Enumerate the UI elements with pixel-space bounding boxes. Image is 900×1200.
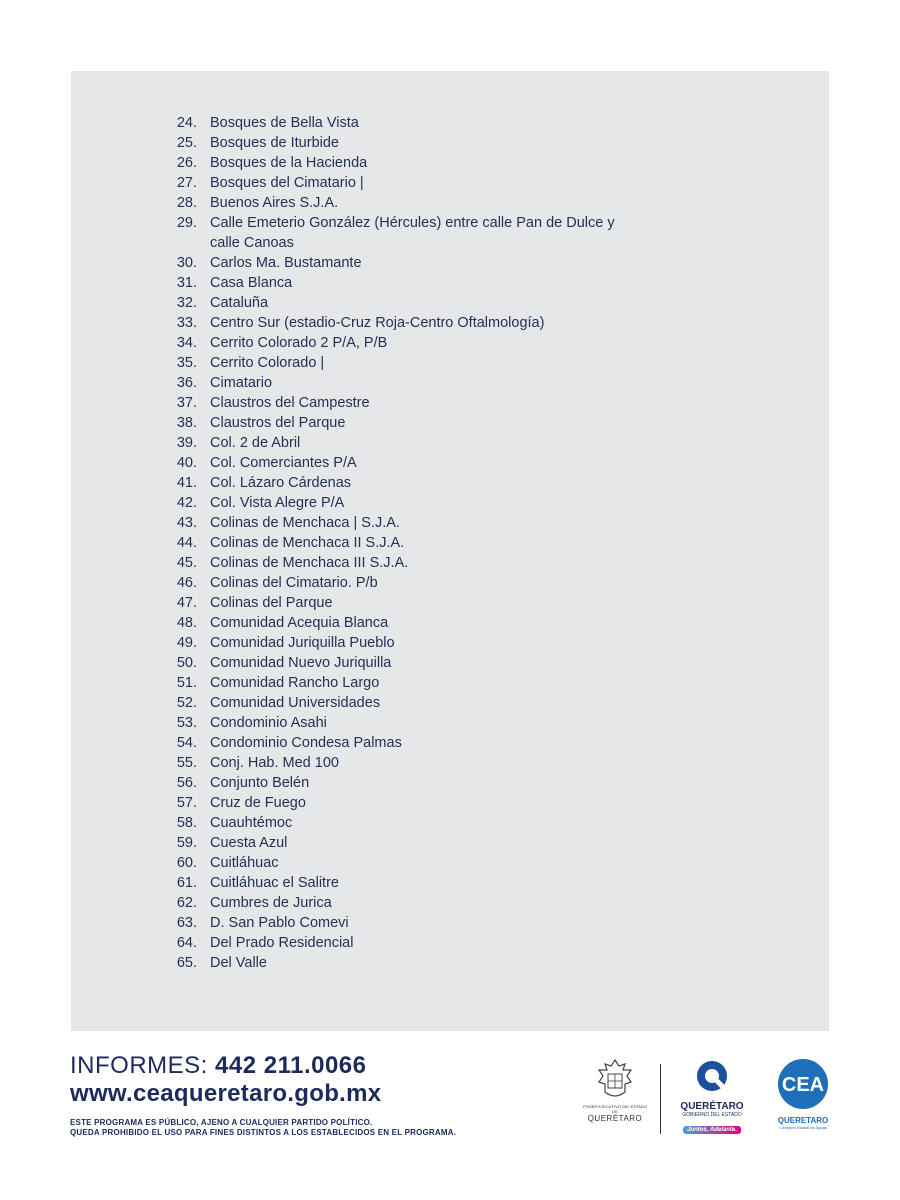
list-item [150, 193, 640, 213]
list-item [150, 353, 640, 373]
seal-small-text: PODER EJECUTIVO DEL ESTADO DE [583, 1104, 647, 1114]
queretaro-government-logo [672, 1058, 752, 1136]
list-item-name: Del Prado Residencial [210, 935, 354, 951]
list-item-number: 31. [176, 275, 197, 291]
list-item-number: 38. [176, 415, 197, 431]
list-item [150, 213, 640, 253]
qro-tagline: Juntos, Adelante. [683, 1126, 741, 1134]
list-item-name: Cuitláhuac [210, 855, 279, 871]
list-item [150, 773, 640, 793]
list-item [150, 813, 640, 833]
disclaimer-line-1: ESTE PROGRAMA ES PÚBLICO, AJENO A CUALQUIER PARTIDO POLÍTICO. [70, 1118, 373, 1127]
list-item-name: D. San Pablo Comevi [210, 915, 349, 931]
list-item-number: 43. [176, 515, 197, 531]
list-item-name: Del Valle [210, 955, 267, 971]
list-item-number: 32. [176, 295, 197, 311]
list-item-number: 24. [176, 115, 197, 131]
list-item [150, 393, 640, 413]
list-item [150, 693, 640, 713]
list-item-number: 28. [176, 195, 197, 211]
list-item-name: Cruz de Fuego [210, 795, 306, 811]
list-item-name: Comunidad Universidades [210, 695, 381, 711]
list-item-name: Comunidad Rancho Largo [210, 675, 380, 691]
list-item [150, 853, 640, 873]
list-item-name: Bosques de Iturbide [210, 135, 339, 151]
list-item-number: 44. [176, 535, 197, 551]
list-item [150, 633, 640, 653]
list-item-number: 29. [176, 215, 197, 231]
list-item [150, 293, 640, 313]
list-item-name: Buenos Aires S.J.A. [210, 195, 339, 211]
list-item-name: Col. Comerciantes P/A [210, 455, 357, 471]
list-item-number: 50. [176, 655, 197, 671]
list-item-number: 63. [176, 915, 197, 931]
list-item [150, 613, 640, 633]
list-item-number: 58. [176, 815, 197, 831]
list-item-name: Colinas de Menchaca II S.J.A. [210, 535, 405, 551]
list-item-name: Casa Blanca [210, 275, 293, 291]
list-item [150, 833, 640, 853]
list-item [150, 753, 640, 773]
list-item [150, 593, 640, 613]
list-item-name: Col. Vista Alegre P/A [210, 495, 345, 511]
list-item-number: 30. [176, 255, 197, 271]
list-item [150, 333, 640, 353]
list-item-name: Col. Lázaro Cárdenas [210, 475, 352, 491]
disclaimer-line-2: QUEDA PROHIBIDO EL USO PARA FINES DISTINTOS A LOS ESTABLECIDOS EN EL PROGRAMA. [70, 1128, 457, 1137]
cea-logo [772, 1058, 834, 1130]
list-item-number: 57. [176, 795, 197, 811]
list-item-number: 49. [176, 635, 197, 651]
list-item-name: Claustros del Parque [210, 415, 346, 431]
list-item [150, 793, 640, 813]
list-item-number: 65. [176, 955, 197, 971]
list-item-name: Colinas del Parque [210, 595, 333, 611]
list-item-number: 64. [176, 935, 197, 951]
list-item-number: 54. [176, 735, 197, 751]
list-item-number: 40. [176, 455, 197, 471]
list-item-number: 46. [176, 575, 197, 591]
cea-subtitle: Comisión Estatal de Aguas [779, 1125, 827, 1130]
phone-number: 442 211.0066 [215, 1052, 367, 1079]
list-item-name: Comunidad Acequia Blanca [210, 615, 389, 631]
list-item-name: Colinas de Menchaca | S.J.A. [210, 515, 400, 531]
list-item-name: Colinas del Cimatario. P/b [210, 575, 378, 591]
logo-divider [660, 1064, 661, 1134]
list-item [150, 913, 640, 933]
list-item-name: Conj. Hab. Med 100 [210, 755, 339, 771]
list-item [150, 513, 640, 533]
list-item [150, 733, 640, 753]
list-item [150, 173, 640, 193]
list-item-number: 55. [176, 755, 197, 771]
list-item-name: Cuauhtémoc [210, 815, 293, 831]
list-item-number: 34. [176, 335, 197, 351]
list-item-number: 25. [176, 135, 197, 151]
list-item-name: Bosques del Cimatario | [210, 175, 364, 191]
list-item [150, 673, 640, 693]
list-item-number: 42. [176, 495, 197, 511]
list-item-name: Conjunto Belén [210, 775, 310, 791]
qro-subtitle: GOBIERNO DEL ESTADO [682, 1112, 742, 1118]
list-item-number: 33. [176, 315, 197, 331]
disclaimer [70, 1118, 456, 1138]
list-item-number: 41. [176, 475, 197, 491]
list-item-number: 47. [176, 595, 197, 611]
list-item-name: Condominio Asahi [210, 715, 327, 731]
list-item-name: Colinas de Menchaca III S.J.A. [210, 555, 409, 571]
list-item-number: 61. [176, 875, 197, 891]
list-item-number: 27. [176, 175, 197, 191]
list-item [150, 473, 640, 493]
list-item-number: 36. [176, 375, 197, 391]
list-item [150, 933, 640, 953]
informes-line [70, 1052, 456, 1080]
list-item [150, 713, 640, 733]
footer-contact [70, 1052, 456, 1138]
logo-strip [580, 1058, 840, 1138]
list-item [150, 553, 640, 573]
queretaro-q-icon [692, 1058, 732, 1094]
list-item [150, 873, 640, 893]
qro-title: QUERÉTARO [680, 1101, 744, 1112]
list-item [150, 413, 640, 433]
list-item-number: 56. [176, 775, 197, 791]
list-item-number: 51. [176, 675, 197, 691]
list-item-number: 62. [176, 895, 197, 911]
list-item-name: Cumbres de Jurica [210, 895, 332, 911]
list-item [150, 433, 640, 453]
list-item [150, 653, 640, 673]
list-item [150, 453, 640, 473]
list-item-name: Centro Sur (estadio-Cruz Roja-Centro Oftalmología) [210, 315, 545, 331]
list-item-number: 59. [176, 835, 197, 851]
list-item [150, 493, 640, 513]
list-item-name: Cerrito Colorado | [210, 355, 325, 371]
coat-of-arms-icon [593, 1058, 637, 1102]
list-item-name: Condominio Condesa Palmas [210, 735, 402, 751]
list-item-number: 39. [176, 435, 197, 451]
list-item-number: 60. [176, 855, 197, 871]
informes-label: INFORMES: [70, 1052, 208, 1079]
list-item-name: Cerrito Colorado 2 P/A, P/B [210, 335, 388, 351]
list-item-name: Col. 2 de Abril [210, 435, 301, 451]
list-item-number: 48. [176, 615, 197, 631]
list-item-name: Carlos Ma. Bustamante [210, 255, 362, 271]
state-seal-logo [580, 1058, 650, 1123]
list-item-name: Bosques de la Hacienda [210, 155, 368, 171]
list-item-number: 53. [176, 715, 197, 731]
seal-big-text: QUERÉTARO [587, 1114, 643, 1123]
list-item-name: Cataluña [210, 295, 269, 311]
list-item-name: Bosques de Bella Vista [210, 115, 359, 131]
neighborhood-list [150, 113, 640, 973]
list-item-name: Calle Emeterio González (Hércules) entre calle Pan de Dulce y calle Canoas [210, 215, 615, 251]
list-item-number: 45. [176, 555, 197, 571]
list-item [150, 113, 640, 133]
website-url: www.ceaqueretaro.gob.mx [70, 1080, 382, 1107]
list-item-number: 26. [176, 155, 197, 171]
cea-drop-icon [777, 1058, 829, 1110]
cea-title: QUERETARO [777, 1116, 829, 1125]
list-item-number: 37. [176, 395, 197, 411]
list-item-name: Cuitláhuac el Salitre [210, 875, 339, 891]
list-item [150, 313, 640, 333]
cea-mark-text: CEA [781, 1074, 825, 1096]
list-item-number: 35. [176, 355, 197, 371]
list-item-name: Comunidad Nuevo Juriquilla [210, 655, 392, 671]
list-item-name: Cuesta Azul [210, 835, 288, 851]
list-item [150, 153, 640, 173]
list-item [150, 573, 640, 593]
list-item-number: 52. [176, 695, 197, 711]
list-item-name: Cimatario [210, 375, 273, 391]
list-item [150, 253, 640, 273]
list-item-name: Comunidad Juriquilla Pueblo [210, 635, 395, 651]
list-item [150, 893, 640, 913]
list-item [150, 953, 640, 973]
list-item [150, 373, 640, 393]
list-item [150, 533, 640, 553]
list-item [150, 273, 640, 293]
list-item-name: Claustros del Campestre [210, 395, 370, 411]
list-item [150, 133, 640, 153]
